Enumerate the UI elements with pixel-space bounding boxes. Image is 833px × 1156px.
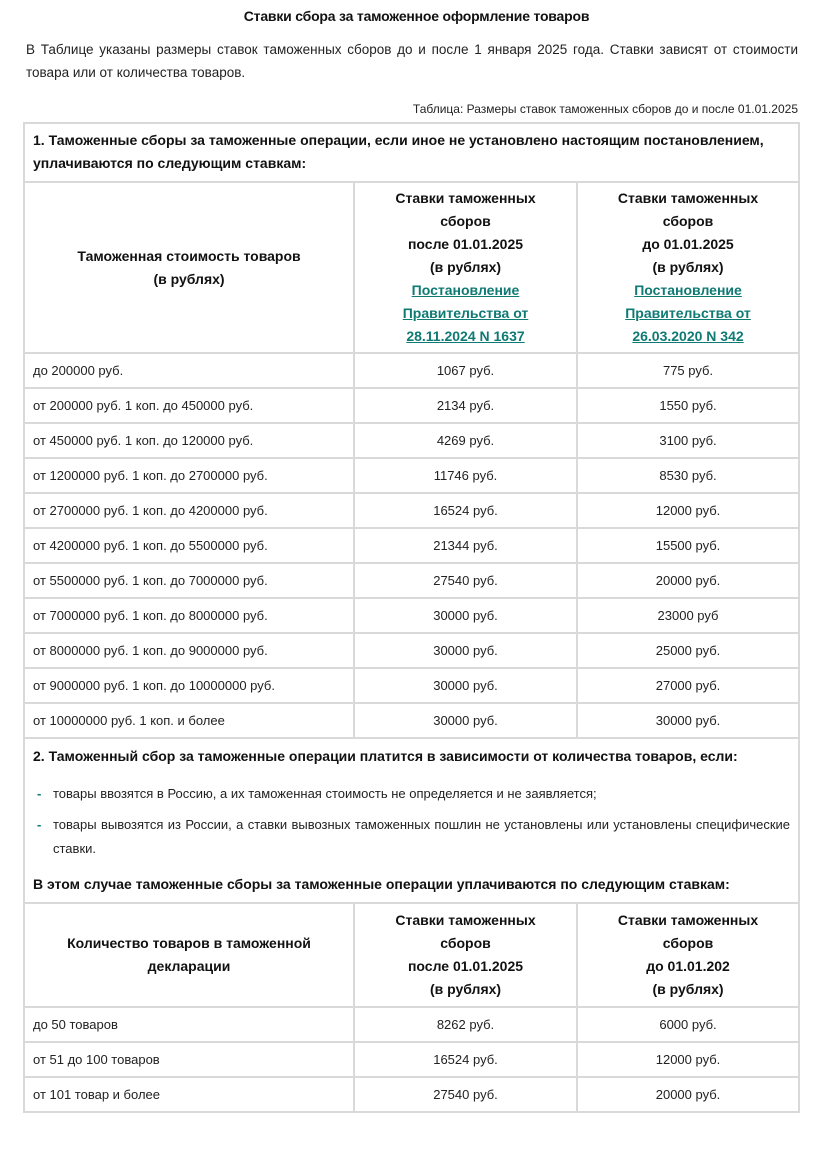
rate-after: 16524 руб. [354, 493, 577, 528]
table-row [24, 563, 799, 598]
table-row [24, 1077, 799, 1112]
rate-before: 6000 руб. [577, 1007, 799, 1042]
quantity-range: от 101 товар и более [24, 1077, 354, 1112]
rate-after: 8262 руб. [354, 1007, 577, 1042]
table-row [24, 423, 799, 458]
header-rates-after: Ставки таможенных сборов после 01.01.2025 (в рублях) Постановление Правительства от 28.11.2024 N 1637 [354, 182, 577, 353]
rate-after: 27540 руб. [354, 1077, 577, 1112]
section2-subheading: В этом случае таможенные сборы за таможенные операции уплачиваются по следующим ставкам: [33, 876, 730, 892]
section2-block [24, 738, 799, 903]
rate-before: 775 руб. [577, 353, 799, 388]
header-rates-before: Ставки таможенных сборов до 01.01.2025 (в рублях) Постановление Правительства от 26.03.2020 N 342 [577, 182, 799, 353]
rate-after: 21344 руб. [354, 528, 577, 563]
table-row [24, 388, 799, 423]
page-title: Ставки сбора за таможенное оформление товаров [243, 8, 590, 24]
value-range: от 7000000 руб. 1 коп. до 8000000 руб. [24, 598, 354, 633]
value-range: от 200000 руб. 1 коп. до 450000 руб. [24, 388, 354, 423]
rate-before: 25000 руб. [577, 633, 799, 668]
rate-after: 30000 руб. [354, 633, 577, 668]
rate-before: 27000 руб. [577, 668, 799, 703]
dash-bullet-icon: - [37, 817, 42, 832]
dash-bullet-icon: - [37, 786, 42, 801]
rate-after: 1067 руб. [354, 353, 577, 388]
rate-after: 30000 руб. [354, 703, 577, 738]
value-range: от 5500000 руб. 1 коп. до 7000000 руб. [24, 563, 354, 598]
rate-before: 12000 руб. [577, 493, 799, 528]
section2-row [24, 738, 799, 903]
table-row [24, 493, 799, 528]
rate-after: 30000 руб. [354, 668, 577, 703]
decree-342-link[interactable]: Постановление Правительства от 26.03.2020 N 342 [625, 282, 751, 344]
rate-after: 2134 руб. [354, 388, 577, 423]
intro-paragraph: В Таблице указаны размеры ставок таможенных сборов до и после 1 января 2025 года. Ставки зависят от стоимости товара или от количества товаров. [26, 42, 798, 80]
rate-before: 20000 руб. [577, 1077, 799, 1112]
value-range: от 2700000 руб. 1 коп. до 4200000 руб. [24, 493, 354, 528]
value-range: от 1200000 руб. 1 коп. до 2700000 руб. [24, 458, 354, 493]
decree-1637-link[interactable]: Постановление Правительства от 28.11.2024 N 1637 [402, 282, 529, 344]
rate-before: 23000 руб [577, 598, 799, 633]
rate-before: 20000 руб. [577, 563, 799, 598]
table-row [24, 598, 799, 633]
list-item: - товары ввозятся в Россию, а их таможенная стоимость не определяется и не заявляется; [33, 782, 790, 806]
table-row [24, 458, 799, 493]
value-range: от 4200000 руб. 1 коп. до 5500000 руб. [24, 528, 354, 563]
rate-before: 1550 руб. [577, 388, 799, 423]
table-row [24, 703, 799, 738]
header-customs-value: Таможенная стоимость товаров (в рублях) [24, 182, 354, 353]
value-range: от 450000 руб. 1 коп. до 120000 руб. [24, 423, 354, 458]
quantity-range: от 51 до 100 товаров [24, 1042, 354, 1077]
section1-heading: 1. Таможенные сборы за таможенные операции, если иное не установлено настоящим постановлением, уплачиваются по следующим ставкам: [24, 123, 799, 182]
rate-after: 16524 руб. [354, 1042, 577, 1077]
quantity-range: до 50 товаров [24, 1007, 354, 1042]
customs-fees-table [23, 122, 800, 1113]
table-row [24, 1042, 799, 1077]
value-range: от 9000000 руб. 1 коп. до 10000000 руб. [24, 668, 354, 703]
header-rates-after: Ставки таможенных сборов после 01.01.2025 (в рублях) [354, 903, 577, 1007]
value-range: до 200000 руб. [24, 353, 354, 388]
table-row [24, 528, 799, 563]
value-range: от 10000000 руб. 1 коп. и более [24, 703, 354, 738]
header-rates-before: Ставки таможенных сборов до 01.01.202 (в рублях) [577, 903, 799, 1007]
rate-after: 27540 руб. [354, 563, 577, 598]
section1-header-row [24, 182, 799, 353]
table-row [24, 633, 799, 668]
header-goods-quantity: Количество товаров в таможенной декларации [24, 903, 354, 1007]
section1-heading-row [24, 123, 799, 182]
table-caption: Таблица: Размеры ставок таможенных сборов до и после 01.01.2025 [412, 102, 798, 116]
conditions-list [33, 782, 790, 861]
rate-after: 30000 руб. [354, 598, 577, 633]
rate-before: 12000 руб. [577, 1042, 799, 1077]
rate-before: 3100 руб. [577, 423, 799, 458]
rate-before: 8530 руб. [577, 458, 799, 493]
rate-after: 4269 руб. [354, 423, 577, 458]
rate-before: 15500 руб. [577, 528, 799, 563]
table-row [24, 1007, 799, 1042]
rate-before: 30000 руб. [577, 703, 799, 738]
table-row [24, 353, 799, 388]
table-row [24, 668, 799, 703]
list-item: - товары вывозятся из России, а ставки вывозных таможенных пошлин не установлены или установлены специфические ставки. [33, 813, 790, 861]
section2-heading: 2. Таможенный сбор за таможенные операции платится в зависимости от количества товаров, если: [33, 748, 738, 764]
section2-header-row [24, 903, 799, 1007]
rate-after: 11746 руб. [354, 458, 577, 493]
value-range: от 8000000 руб. 1 коп. до 9000000 руб. [24, 633, 354, 668]
